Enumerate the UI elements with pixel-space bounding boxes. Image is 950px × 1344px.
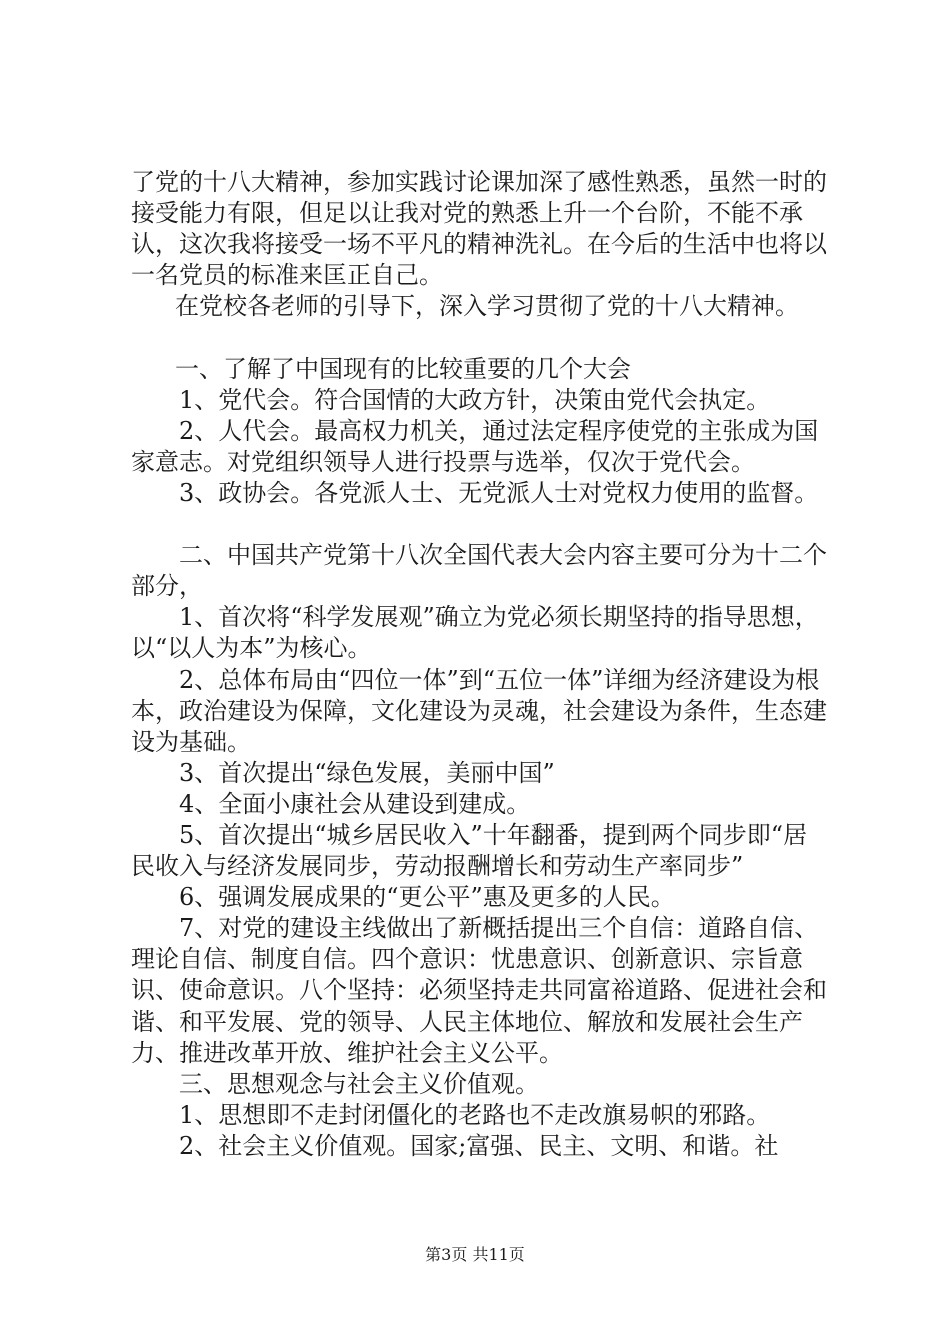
page-number-label: 第3页 共11页 <box>425 1245 525 1264</box>
paragraph-continuation: 了党的十八大精神，参加实践讨论课加深了感性熟悉，虽然一时的接受能力有限，但足以让我对党的熟悉上升一个台阶，不能不承认，这次我将接受一场不平凡的精神洗礼。在今后的生活中也将以一名党员的标准来匡正自己。 <box>131 168 827 290</box>
list-item: 3、政协会。各党派人士、无党派人士对党权力使用的监督。 <box>179 478 819 507</box>
document-body <box>131 167 831 1162</box>
paragraph-intro: 在党校各老师的引导下，深入学习贯彻了党的十八大精神。 <box>175 292 799 321</box>
list-item: 6、强调发展成果的“更公平”惠及更多的人民。 <box>179 883 675 912</box>
section-heading-1: 一、了解了中国现有的比较重要的几个大会 <box>175 354 631 383</box>
list-item: 1、党代会。符合国情的大政方针，决策由党代会执定。 <box>179 385 771 414</box>
list-item: 5、首次提出“城乡居民收入”十年翻番，提到两个同步即“居民收入与经济发展同步，劳动报酬增长和劳动生产率同步” <box>131 820 808 881</box>
list-item: 1、首次将“科学发展观”确立为党必须长期坚持的指导思想，以“以人为本”为核心。 <box>131 603 819 663</box>
section-heading-2: 二、中国共产党第十八次全国代表大会内容主要可分为十二个部分， <box>131 541 827 601</box>
blank-line <box>131 322 831 353</box>
list-item: 4、全面小康社会从建设到建成。 <box>179 789 531 818</box>
list-item: 7、对党的建设主线做出了新概括提出三个自信：道路自信、理论自信、制度自信。四个意识：忧患意识、创新意识、宗旨意识、使命意识。八个坚持：必须坚持走共同富裕道路、促进社会和谐、和平发展、党的领导、人民主体地位、解放和发展社会生产力、推进改革开放、维护社会主义公平。 <box>131 914 827 1067</box>
list-item: 1、思想即不走封闭僵化的老路也不走改旗易帜的邪路。 <box>179 1100 771 1129</box>
list-item: 2、社会主义价值观。国家;富强、民主、文明、和谐。社 <box>179 1131 779 1160</box>
section-heading-3: 三、思想观念与社会主义价值观。 <box>179 1069 539 1098</box>
list-item: 2、总体布局由“四位一体”到“五位一体”详细为经济建设为根本，政治建设为保障，文化建设为灵魂，社会建设为条件，生态建设为基础。 <box>131 665 827 756</box>
list-item: 3、首次提出“绿色发展，美丽中国” <box>179 758 555 787</box>
list-item: 2、人代会。最高权力机关，通过法定程序使党的主张成为国家意志。对党组织领导人进行投票与选举，仅次于党代会。 <box>131 416 819 476</box>
blank-line <box>131 509 831 540</box>
page-footer <box>0 1245 950 1265</box>
